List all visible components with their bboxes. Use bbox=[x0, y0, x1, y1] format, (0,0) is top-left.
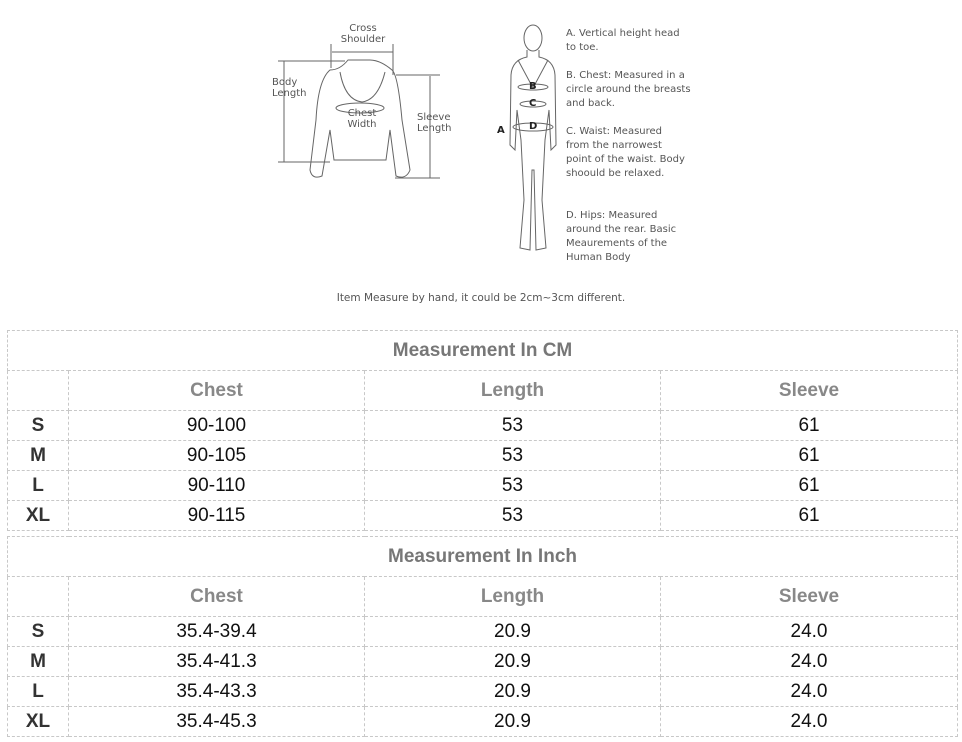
size-cell: S bbox=[8, 617, 69, 647]
body-length-label: Body Length bbox=[272, 77, 307, 99]
header-length: Length bbox=[365, 371, 661, 411]
chest-cell: 35.4-43.3 bbox=[69, 677, 365, 707]
sleeve-cell: 61 bbox=[661, 501, 958, 531]
length-cell: 20.9 bbox=[365, 617, 661, 647]
size-cell: XL bbox=[8, 501, 69, 531]
sleeve-length-label: Sleeve Length bbox=[417, 112, 452, 134]
header-length: Length bbox=[365, 577, 661, 617]
table-row bbox=[8, 441, 958, 471]
chest-cell: 90-100 bbox=[69, 411, 365, 441]
header-size bbox=[8, 371, 69, 411]
table-row bbox=[8, 707, 958, 737]
table-row bbox=[8, 471, 958, 501]
length-cell: 20.9 bbox=[365, 707, 661, 737]
table-row bbox=[8, 677, 958, 707]
length-cell: 20.9 bbox=[365, 647, 661, 677]
inch-size-table bbox=[7, 536, 958, 737]
chest-cell: 35.4-45.3 bbox=[69, 707, 365, 737]
sleeve-cell: 24.0 bbox=[661, 617, 958, 647]
chest-cell: 35.4-41.3 bbox=[69, 647, 365, 677]
header-sleeve: Sleeve bbox=[661, 577, 958, 617]
size-cell: L bbox=[8, 471, 69, 501]
description-d: D. Hips: Measured around the rear. Basic Meaurements of the Human Body bbox=[566, 210, 677, 263]
description-a: A. Vertical height head to toe. bbox=[566, 28, 680, 53]
description-c: C. Waist: Measured from the narrowest point of the waist. Body shoould be relaxed. bbox=[566, 126, 685, 179]
sleeve-cell: 24.0 bbox=[661, 647, 958, 677]
table-row bbox=[8, 411, 958, 441]
header-sleeve: Sleeve bbox=[661, 371, 958, 411]
body-letter-c: C bbox=[529, 98, 537, 109]
measurement-illustration bbox=[0, 0, 962, 320]
length-cell: 20.9 bbox=[365, 677, 661, 707]
sleeve-cell: 61 bbox=[661, 411, 958, 441]
body-letter-b: B bbox=[529, 81, 537, 92]
table-row bbox=[8, 501, 958, 531]
table-title: Measurement In Inch bbox=[8, 537, 958, 577]
length-cell: 53 bbox=[365, 441, 661, 471]
size-cell: L bbox=[8, 677, 69, 707]
body-letter-d: D bbox=[529, 121, 538, 132]
chest-cell: 90-110 bbox=[69, 471, 365, 501]
length-cell: 53 bbox=[365, 471, 661, 501]
size-cell: XL bbox=[8, 707, 69, 737]
length-cell: 53 bbox=[365, 501, 661, 531]
chest-cell: 90-105 bbox=[69, 441, 365, 471]
length-cell: 53 bbox=[365, 411, 661, 441]
header-size bbox=[8, 577, 69, 617]
sleeve-cell: 61 bbox=[661, 471, 958, 501]
header-chest: Chest bbox=[69, 371, 365, 411]
chest-cell: 35.4-39.4 bbox=[69, 617, 365, 647]
garment-and-body-drawing bbox=[0, 0, 962, 320]
chest-width-label: Chest Width bbox=[347, 108, 377, 130]
table-row bbox=[8, 617, 958, 647]
size-cell: M bbox=[8, 441, 69, 471]
chest-cell: 90-115 bbox=[69, 501, 365, 531]
table-row bbox=[8, 647, 958, 677]
cm-size-table bbox=[7, 330, 958, 531]
body-letter-a: A bbox=[497, 125, 505, 136]
sleeve-cell: 24.0 bbox=[661, 707, 958, 737]
table-title: Measurement In CM bbox=[8, 331, 958, 371]
sleeve-cell: 24.0 bbox=[661, 677, 958, 707]
cross-shoulder-label: Cross Shoulder bbox=[340, 23, 386, 45]
header-chest: Chest bbox=[69, 577, 365, 617]
measurement-note: Item Measure by hand, it could be 2cm~3cm different. bbox=[336, 292, 626, 304]
size-cell: M bbox=[8, 647, 69, 677]
size-cell: S bbox=[8, 411, 69, 441]
sleeve-cell: 61 bbox=[661, 441, 958, 471]
description-b: B. Chest: Measured in a circle around the breasts and back. bbox=[566, 70, 691, 109]
